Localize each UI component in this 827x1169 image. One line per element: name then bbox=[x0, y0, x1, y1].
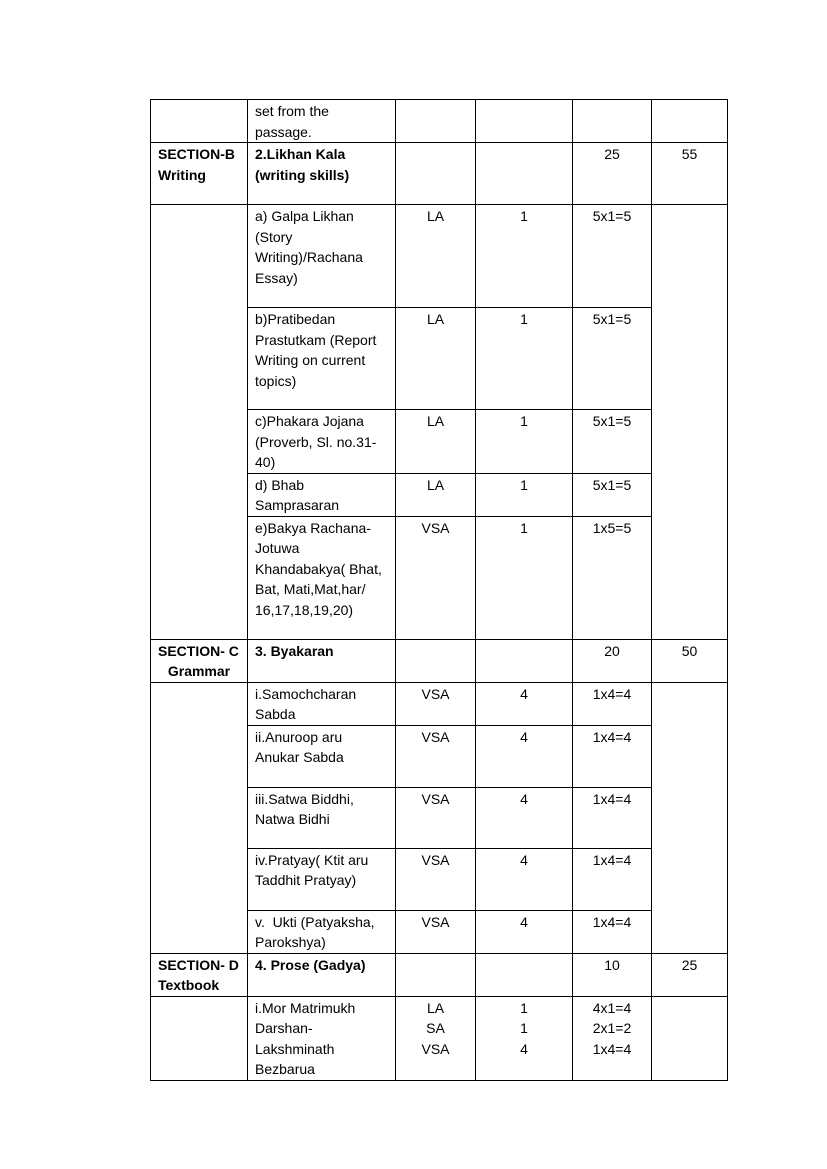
count-cell bbox=[476, 100, 573, 143]
table-row bbox=[151, 100, 728, 143]
periods-cell bbox=[652, 682, 728, 953]
marks-cell: 5x1=5 bbox=[573, 205, 652, 308]
count-cell: 1 1 4 bbox=[476, 996, 573, 1080]
count-cell: 4 bbox=[476, 848, 573, 910]
section-label-line: Grammar bbox=[167, 663, 231, 679]
type-cell: LA bbox=[396, 308, 476, 410]
type-cell: VSA bbox=[396, 910, 476, 953]
table-row bbox=[151, 205, 728, 308]
section-cell bbox=[151, 205, 248, 640]
marks-cell bbox=[573, 100, 652, 143]
topic-cell: d) Bhab Samprasaran bbox=[248, 473, 396, 516]
count-cell: 1 bbox=[476, 516, 573, 639]
topic-cell: set from the passage. bbox=[248, 100, 396, 143]
count-cell: 4 bbox=[476, 682, 573, 725]
marks-cell: 1x4=4 bbox=[573, 848, 652, 910]
topic-cell: e)Bakya Rachana-Jotuwa Khandabakya( Bhat, Bat, Mati,Mat,har/ 16,17,18,19,20) bbox=[248, 516, 396, 639]
count-cell: 4 bbox=[476, 787, 573, 848]
section-row-textbook bbox=[151, 953, 728, 996]
type-cell: LA bbox=[396, 473, 476, 516]
section-marks: 20 bbox=[573, 639, 652, 682]
topic-cell: i.Mor Matrimukh Darshan-Lakshminath Bezbarua bbox=[248, 996, 396, 1080]
marks-cell: 5x1=5 bbox=[573, 308, 652, 410]
topic-cell: iii.Satwa Biddhi, Natwa Bidhi bbox=[248, 787, 396, 848]
topic-cell: i.Samochcharan Sabda bbox=[248, 682, 396, 725]
section-marks: 25 bbox=[573, 143, 652, 205]
count-cell: 1 bbox=[476, 473, 573, 516]
type-cell: LA bbox=[396, 205, 476, 308]
table-row bbox=[151, 682, 728, 725]
type-cell bbox=[396, 953, 476, 996]
syllabus-table bbox=[150, 99, 728, 1081]
section-label: SECTION-B Writing bbox=[151, 143, 248, 205]
count-cell bbox=[476, 953, 573, 996]
type-cell: VSA bbox=[396, 787, 476, 848]
marks-cell: 1x4=4 bbox=[573, 910, 652, 953]
periods-cell bbox=[652, 100, 728, 143]
topic-cell: iv.Pratyay( Ktit aru Taddhit Pratyay) bbox=[248, 848, 396, 910]
topic-cell: ii.Anuroop aru Anukar Sabda bbox=[248, 725, 396, 787]
section-periods: 25 bbox=[652, 953, 728, 996]
count-cell: 1 bbox=[476, 410, 573, 474]
count-cell bbox=[476, 143, 573, 205]
periods-cell bbox=[652, 996, 728, 1080]
marks-cell: 1x5=5 bbox=[573, 516, 652, 639]
type-cell: VSA bbox=[396, 725, 476, 787]
marks-cell: 1x4=4 bbox=[573, 725, 652, 787]
type-cell: VSA bbox=[396, 848, 476, 910]
marks-cell: 1x4=4 bbox=[573, 682, 652, 725]
section-row-grammar bbox=[151, 639, 728, 682]
periods-cell bbox=[652, 205, 728, 640]
marks-cell: 5x1=5 bbox=[573, 473, 652, 516]
topic-cell: b)Pratibedan Prastutkam (Report Writing on current topics) bbox=[248, 308, 396, 410]
section-label: SECTION- D Textbook bbox=[151, 953, 248, 996]
section-label-line: SECTION- C bbox=[158, 642, 239, 659]
count-cell: 1 bbox=[476, 308, 573, 410]
count-cell: 4 bbox=[476, 725, 573, 787]
topic-cell: a) Galpa Likhan (Story Writing)/Rachana Essay) bbox=[248, 205, 396, 308]
section-row-writing bbox=[151, 143, 728, 205]
section-marks: 10 bbox=[573, 953, 652, 996]
marks-cell: 5x1=5 bbox=[573, 410, 652, 474]
section-topic: 2.Likhan Kala (writing skills) bbox=[248, 143, 396, 205]
count-cell bbox=[476, 639, 573, 682]
topic-cell: v. Ukti (Patyaksha, Parokshya) bbox=[248, 910, 396, 953]
marks-cell: 4x1=4 2x1=2 1x4=4 bbox=[573, 996, 652, 1080]
section-label bbox=[151, 639, 248, 682]
section-cell bbox=[151, 682, 248, 953]
section-cell bbox=[151, 100, 248, 143]
table-row bbox=[151, 996, 728, 1080]
count-cell: 4 bbox=[476, 910, 573, 953]
section-cell bbox=[151, 996, 248, 1080]
section-topic: 4. Prose (Gadya) bbox=[248, 953, 396, 996]
section-periods: 50 bbox=[652, 639, 728, 682]
type-cell bbox=[396, 100, 476, 143]
type-cell: LA bbox=[396, 410, 476, 474]
type-cell: VSA bbox=[396, 516, 476, 639]
count-cell: 1 bbox=[476, 205, 573, 308]
marks-cell: 1x4=4 bbox=[573, 787, 652, 848]
section-periods: 55 bbox=[652, 143, 728, 205]
section-topic: 3. Byakaran bbox=[248, 639, 396, 682]
type-cell: VSA bbox=[396, 682, 476, 725]
type-cell bbox=[396, 639, 476, 682]
type-cell bbox=[396, 143, 476, 205]
type-cell: LA SA VSA bbox=[396, 996, 476, 1080]
topic-cell: c)Phakara Jojana (Proverb, Sl. no.31-40) bbox=[248, 410, 396, 474]
